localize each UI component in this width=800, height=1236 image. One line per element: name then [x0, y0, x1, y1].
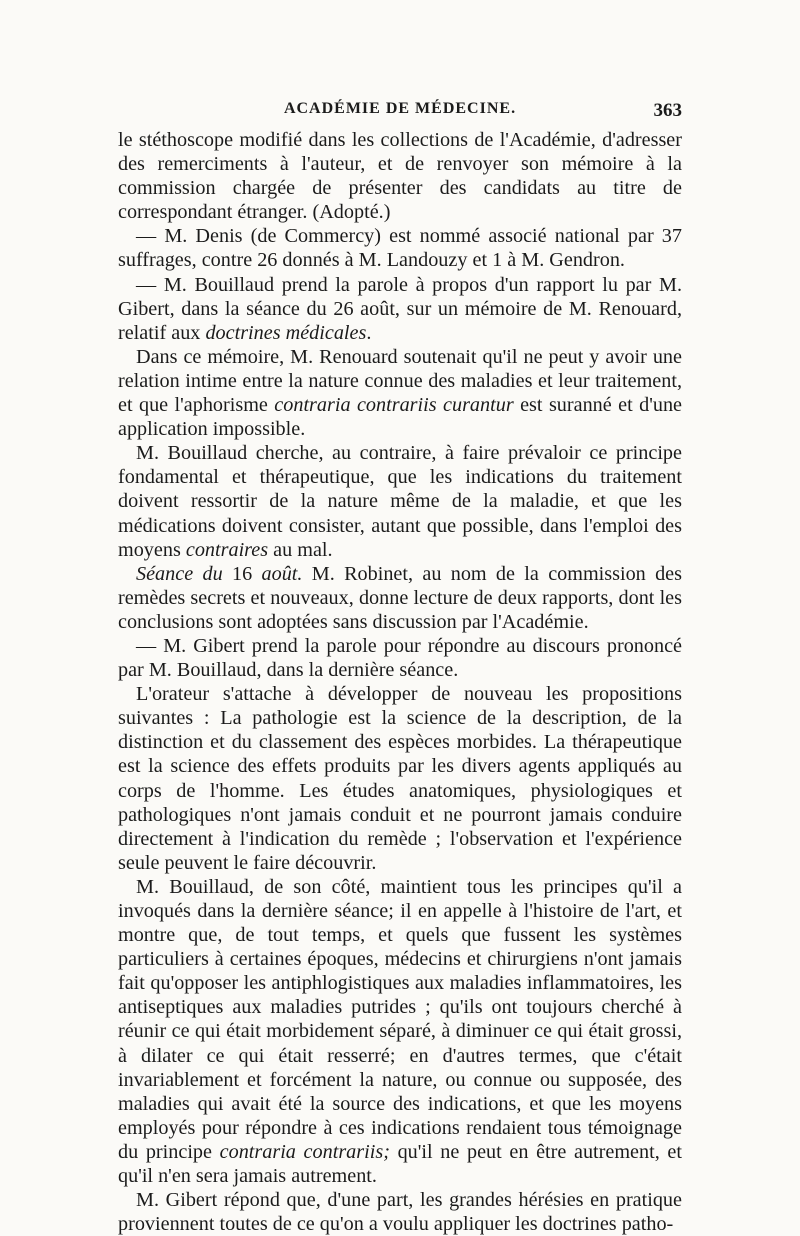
- paragraph: [118, 682, 682, 875]
- paragraph: [118, 345, 682, 441]
- text-run: L'orateur s'attache à développer de nouveau les propositions suivantes : La pathologie est la science de la description, de la distinction et du classement des espèces morbides. La thérapeutique est la science des effets produits par les divers agents appliqués au corps de l'homme. Les études anatomiques, physiologiques et pathologiques n'ont jamais conduit et ne pourront jamais conduire directement à l'indication du remède ; l'observation et l'expérience seule peuvent le faire découvrir.: [118, 683, 682, 874]
- text-run: Dans ce mémoire, M. Renouard soutenait qu'il ne peut y avoir une relation intime entre la nature connue des maladies et leur traitement, et que l'aphorisme: [118, 345, 682, 417]
- paragraph: [118, 273, 682, 345]
- paragraph: [118, 634, 682, 682]
- italic-text: contraria contrariis;: [219, 1140, 390, 1163]
- paragraph: [118, 441, 682, 561]
- paragraph: [118, 1188, 682, 1236]
- text-run: — M. Bouillaud prend la parole à propos d'un rapport lu par M. Gibert, dans la séance du 26 août, sur un mémoire de M. Renouard, relatif aux: [118, 273, 682, 344]
- text-run: M. Gibert répond que, d'une part, les grandes hérésies en pratique proviennent toutes de ce qu'on a voulu appliquer les doctrines patho-: [118, 1189, 682, 1236]
- text-run: M. Bouillaud cherche, au contraire, à faire prévaloir ce principe fondamental et thérapeutique, que les indications du traitement doivent ressortir de la nature même de la maladie, et que les médications doivent consister, autant que possible, dans l'emploi des moyens: [118, 442, 682, 561]
- paragraph: [118, 128, 682, 224]
- text-run: 16: [222, 562, 262, 585]
- italic-text: Séance du: [136, 562, 223, 585]
- paragraph: [118, 562, 682, 634]
- running-title: ACADÉMIE DE MÉDECINE.: [283, 100, 517, 117]
- text-run: — M. Gibert prend la parole pour répondre au discours prononcé par M. Bouillaud, dans la dernière séance.: [118, 634, 682, 682]
- italic-text: doctrines médicales: [205, 321, 367, 344]
- italic-text: contraires: [185, 538, 269, 561]
- page-header: [118, 100, 682, 128]
- italic-text: contraria contrariis curantur: [274, 394, 514, 417]
- text-run: qu'il ne peut en être autrement, et qu'il n'en sera jamais autrement.: [118, 1140, 682, 1188]
- text-run: — M. Denis (de Commercy) est nommé associé national par 37 suffrages, contre 26 donnés à M. Landouzy et 1 à M. Gendron.: [118, 225, 682, 272]
- page-number: 363: [653, 100, 682, 121]
- text-run: est suranné et d'une application impossible.: [118, 394, 682, 441]
- text-run: au mal.: [268, 538, 333, 561]
- text-run: M. Robinet, au nom de la commission des remèdes secrets et nouveaux, donne lecture de deux rapports, dont les conclusions sont adoptées sans discussion par l'Académie.: [118, 562, 682, 633]
- body-text: [118, 128, 682, 1236]
- text-run: .: [366, 321, 372, 344]
- italic-text: août.: [261, 562, 303, 585]
- text-run: M. Bouillaud, de son côté, maintient tous les principes qu'il a invoqués dans la dernière séance; il en appelle à l'histoire de l'art, et montre que, de tout temps, et quels que fussent les systèmes particuliers à certaines époques, médecins et chirurgiens n'ont jamais fait qu'opposer les antiphlogistiques aux maladies inflammatoires, les antiseptiques aux maladies putrides ; qu'ils ont toujours cherché à réunir ce qui était morbidement séparé, à diminuer ce qui était grossi, à dilater ce qui était resserré; en d'autres termes, que c'était invariablement et forcément la nature, ou connue ou supposée, des maladies qui avait été la source des indications, et que les moyens employés pour répondre à ces indications rendaient tous témoignage du principe: [118, 875, 682, 1163]
- paragraph: [118, 875, 682, 1188]
- paragraph: [118, 224, 682, 272]
- text-run: le stéthoscope modifié dans les collections de l'Académie, d'adresser des remerciments à l'auteur, et de renvoyer son mémoire à la commission chargée de présenter des candidats au titre de correspondant étranger. (Adopté.): [118, 129, 682, 224]
